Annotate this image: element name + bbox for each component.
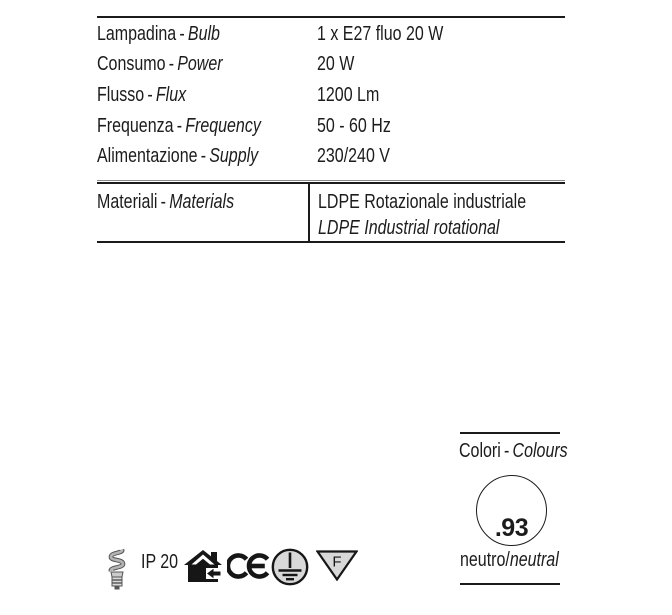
spec-label: Lampadina - Bulb (97, 22, 220, 45)
color-swatch (476, 475, 547, 546)
ip-rating-label: IP 20 (141, 551, 179, 573)
f-mark-letter: F (332, 553, 342, 571)
materials-value-line1: LDPE Rotazionale industriale (318, 191, 527, 213)
spec-value: 230/240 V (317, 145, 390, 168)
colours-title: Colori - Colours (459, 440, 568, 462)
table-row (97, 19, 565, 50)
colour-name: neutro/neutral (460, 549, 559, 571)
table-row (97, 50, 565, 81)
cfl-bulb-icon (107, 546, 127, 592)
spec-label: Alimentazione - Supply (97, 145, 259, 168)
spec-table (97, 19, 565, 172)
ce-mark-icon (227, 553, 271, 579)
spec-label: Flusso - Flux (97, 83, 187, 106)
materials-value-line2: LDPE Industrial rotational (318, 217, 500, 239)
divider-top (97, 16, 565, 18)
spec-value: 1 x E27 fluo 20 W (317, 22, 444, 45)
divider (97, 241, 565, 243)
colours-divider-bottom (460, 583, 560, 585)
color-code: .93 (494, 514, 529, 542)
materials-label: Materiali - Materials (97, 191, 235, 213)
divider (97, 180, 565, 181)
f-mark-icon (316, 550, 358, 581)
materials-column-divider (308, 182, 310, 243)
spec-label: Consumo - Power (97, 53, 223, 76)
indoor-use-icon (184, 550, 222, 583)
table-row (97, 111, 565, 142)
table-row (97, 80, 565, 111)
protective-earth-icon (271, 548, 309, 586)
spec-value: 50 - 60 Hz (317, 114, 391, 137)
spec-label: Frequenza - Frequency (97, 114, 261, 137)
table-row (97, 141, 565, 172)
colours-divider-top (460, 432, 560, 434)
divider (97, 182, 565, 184)
spec-value: 1200 Lm (317, 83, 380, 106)
spec-value: 20 W (317, 53, 355, 76)
